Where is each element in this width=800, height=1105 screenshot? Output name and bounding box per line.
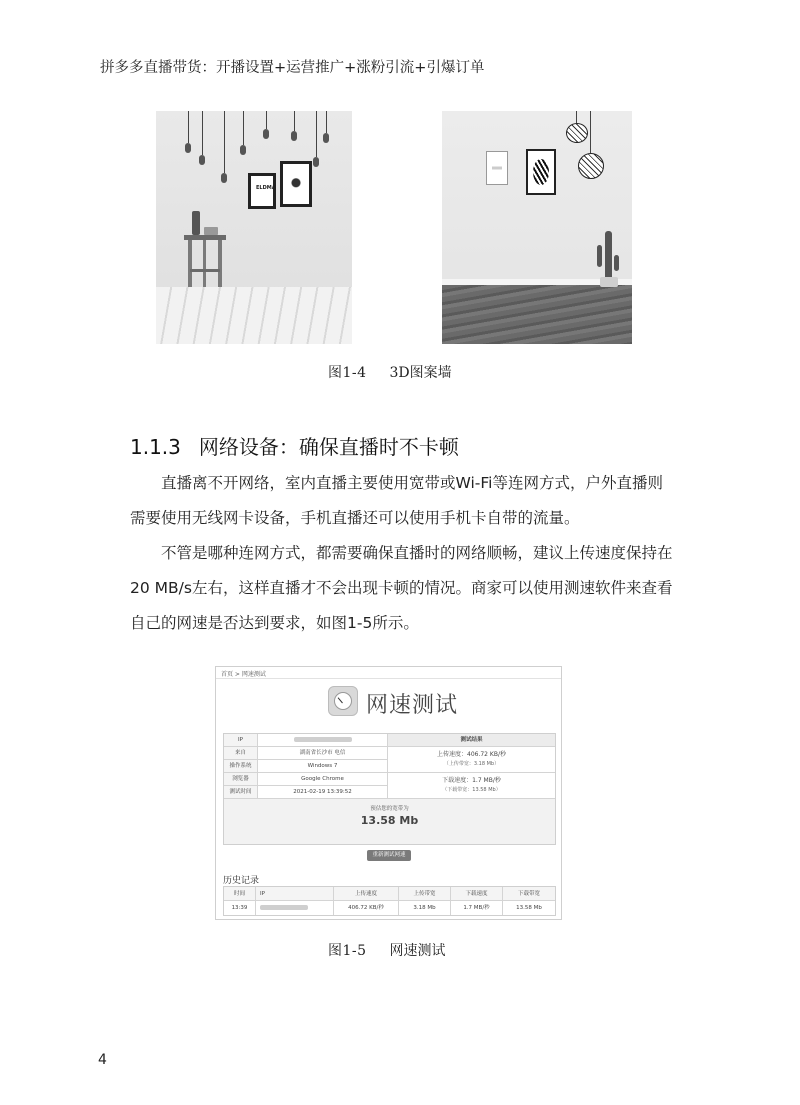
paragraph-line: 20 MB/s左右，这样直播才不会出现卡顿的情况。商家可以使用测速软件来查看	[130, 579, 673, 597]
history-table	[223, 886, 556, 916]
history-header: 时间	[224, 887, 256, 901]
estimate-label: 预估您的宽带为	[370, 806, 409, 812]
row-value-ip	[258, 734, 388, 747]
history-header: 下载速度	[451, 887, 503, 901]
upload-bandwidth: （上传带宽：3.18 Mb）	[443, 761, 500, 767]
page-number: 4	[98, 1052, 107, 1068]
photo-3d-pattern-wall-left	[156, 111, 352, 344]
download-bandwidth: （下载带宽：13.58 Mb）	[442, 787, 501, 793]
history-cell: 13.58 Mb	[516, 905, 542, 911]
history-cell: 13:39	[224, 901, 256, 915]
photo-3d-pattern-wall-right	[442, 111, 632, 344]
row-value: 湖南省长沙市 电信	[258, 747, 388, 760]
speed-test-screenshot	[215, 666, 562, 920]
row-value: 2021-02-19 13:39:52	[258, 786, 388, 799]
row-label: 来自	[224, 747, 258, 760]
paragraph-line: 直播离不开网络，室内直播主要使用宽带或Wi-Fi等连网方式，户外直播则	[161, 474, 663, 492]
upload-result	[388, 747, 555, 773]
figure-label: 图1-4	[328, 365, 367, 381]
row-label: 测试时间	[224, 786, 258, 799]
row-label: IP	[224, 734, 258, 747]
row-label: 浏览器	[224, 773, 258, 786]
row-label: 操作系统	[224, 760, 258, 773]
section-title: 网络设备：确保直播时不卡顿	[198, 435, 459, 459]
paragraph-line: 不管是哪种连网方式，都需要确保直播时的网络顺畅，建议上传速度保持在	[161, 544, 673, 562]
brand-title: 网速测试	[366, 693, 459, 718]
body-paragraph-1	[130, 466, 690, 536]
speed-test-brand	[328, 684, 468, 724]
history-cell: 406.72 KB/秒	[334, 901, 399, 915]
wall-frame-right	[280, 161, 312, 207]
history-header: 上传带宽	[399, 887, 451, 901]
history-header: 上传速度	[334, 887, 399, 901]
section-heading	[130, 431, 459, 460]
history-cell: 1.7 MB/秒	[451, 901, 503, 915]
wall-frame-small	[486, 151, 508, 185]
figure-title: 网速测试	[389, 943, 446, 959]
history-title: 历史记录	[223, 876, 260, 886]
wall-frame-large	[526, 149, 556, 195]
body-paragraph-2	[130, 536, 690, 641]
wall-frame-left: ELDMA	[248, 173, 276, 209]
result-header: 测试结果	[388, 734, 555, 747]
download-result	[388, 773, 555, 799]
history-cell: 3.18 Mb	[399, 901, 451, 915]
row-value: Google Chrome	[258, 773, 388, 786]
speedometer-icon	[328, 686, 358, 716]
paragraph-line: 自己的网速是否达到要求，如图1-5所示。	[130, 614, 419, 632]
section-number: 1.1.3	[130, 435, 181, 459]
estimate-value: 13.58 Mb	[360, 814, 419, 827]
figure-title: 3D图案墙	[389, 365, 452, 381]
figure-label: 图1-5	[328, 943, 367, 959]
figure-caption-1-5	[328, 940, 445, 960]
breadcrumb: 首页 > 网速测试	[221, 671, 266, 678]
history-cell-ip	[256, 901, 334, 915]
figure-caption-1-4	[328, 362, 452, 382]
history-header: IP	[256, 887, 334, 901]
estimate-panel	[224, 799, 555, 844]
download-speed: 下载速度：1.7 MB/秒	[442, 777, 501, 784]
test-info-table	[223, 733, 556, 845]
retest-button[interactable]: 重新测试网速	[367, 850, 411, 861]
upload-speed: 上传速度：406.72 KB/秒	[437, 751, 506, 758]
row-value: Windows 7	[258, 760, 388, 773]
history-header: 下载带宽	[503, 887, 555, 901]
paragraph-line: 需要使用无线网卡设备，手机直播还可以使用手机卡自带的流量。	[130, 509, 580, 527]
running-header: 拼多多直播带货：开播设置+运营推广+涨粉引流+引爆订单	[100, 60, 485, 76]
